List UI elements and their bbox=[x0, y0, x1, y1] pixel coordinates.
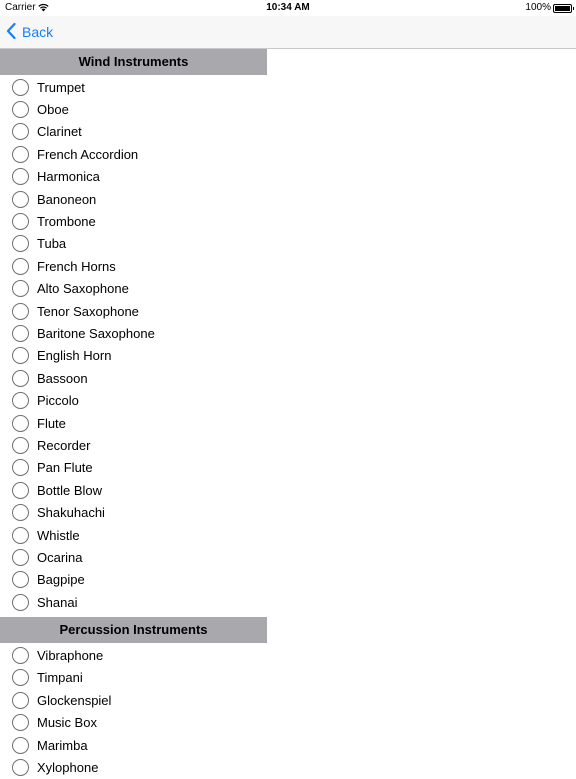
list-item-alto-saxophone[interactable] bbox=[0, 278, 267, 300]
list-item-bagpipe[interactable] bbox=[0, 569, 267, 591]
list-item-bassoon[interactable] bbox=[0, 367, 267, 389]
radio-button-icon[interactable] bbox=[12, 415, 29, 432]
item-label: Trombone bbox=[37, 214, 96, 230]
list-item-french-horns[interactable] bbox=[0, 255, 267, 277]
item-label: Alto Saxophone bbox=[37, 281, 129, 297]
list-item-recorder[interactable] bbox=[0, 434, 267, 456]
radio-button-icon[interactable] bbox=[12, 459, 29, 476]
list-item-pan-flute[interactable] bbox=[0, 457, 267, 479]
item-label: Whistle bbox=[37, 527, 80, 543]
list-item-french-accordion[interactable] bbox=[0, 143, 267, 165]
list-item-whistle[interactable] bbox=[0, 524, 267, 546]
item-label: French Accordion bbox=[37, 146, 139, 162]
status-bar bbox=[0, 0, 576, 16]
list-item-bottle-blow[interactable] bbox=[0, 479, 267, 501]
list-item-flute[interactable] bbox=[0, 412, 267, 434]
list-item-clarinet[interactable] bbox=[0, 121, 267, 143]
radio-button-icon[interactable] bbox=[12, 347, 29, 364]
item-label: Flute bbox=[37, 415, 66, 431]
navigation-bar bbox=[0, 16, 576, 49]
radio-button-icon[interactable] bbox=[12, 437, 29, 454]
radio-button-icon[interactable] bbox=[12, 213, 29, 230]
radio-button-icon[interactable] bbox=[12, 168, 29, 185]
radio-button-icon[interactable] bbox=[12, 325, 29, 342]
radio-button-icon[interactable] bbox=[12, 258, 29, 275]
radio-button-icon[interactable] bbox=[12, 482, 29, 499]
list-item-timpani[interactable] bbox=[0, 667, 267, 689]
item-label: Clarinet bbox=[37, 124, 82, 140]
radio-button-icon[interactable] bbox=[12, 235, 29, 252]
item-label: Baritone Saxophone bbox=[37, 325, 155, 341]
section-header-percussion: Percussion Instruments bbox=[0, 617, 267, 643]
radio-button-icon[interactable] bbox=[12, 191, 29, 208]
radio-button-icon[interactable] bbox=[12, 692, 29, 709]
carrier-label: Carrier bbox=[5, 2, 36, 13]
radio-button-icon[interactable] bbox=[12, 714, 29, 731]
radio-button-icon[interactable] bbox=[12, 527, 29, 544]
radio-button-icon[interactable] bbox=[12, 101, 29, 118]
item-label: Timpani bbox=[37, 670, 83, 686]
item-label: Banoneon bbox=[37, 191, 97, 207]
clock: 10:34 AM bbox=[266, 2, 310, 13]
list-item-banoneon[interactable] bbox=[0, 188, 267, 210]
radio-button-icon[interactable] bbox=[12, 571, 29, 588]
list-item-ocarina[interactable] bbox=[0, 546, 267, 568]
item-label: Glockenspiel bbox=[37, 692, 112, 708]
list-item-english-horn[interactable] bbox=[0, 345, 267, 367]
section-header-wind: Wind Instruments bbox=[0, 49, 267, 75]
instrument-list bbox=[0, 49, 267, 779]
list-item-trombone[interactable] bbox=[0, 210, 267, 232]
list-item-shakuhachi[interactable] bbox=[0, 501, 267, 523]
item-label: Tenor Saxophone bbox=[37, 303, 139, 319]
battery-percent: 100% bbox=[525, 2, 551, 13]
radio-button-icon[interactable] bbox=[12, 647, 29, 664]
list-item-tenor-saxophone[interactable] bbox=[0, 300, 267, 322]
radio-button-icon[interactable] bbox=[12, 737, 29, 754]
chevron-left-icon bbox=[6, 23, 22, 42]
item-label: French Horns bbox=[37, 258, 116, 274]
radio-button-icon[interactable] bbox=[12, 370, 29, 387]
item-label: Vibraphone bbox=[37, 648, 104, 664]
item-label: Harmonica bbox=[37, 169, 100, 185]
item-label: Shakuhachi bbox=[37, 505, 105, 521]
list-item-baritone-saxophone[interactable] bbox=[0, 322, 267, 344]
item-label: Tuba bbox=[37, 236, 67, 252]
item-label: Pan Flute bbox=[37, 460, 93, 476]
list-item-music-box[interactable] bbox=[0, 712, 267, 734]
battery-icon bbox=[553, 4, 572, 13]
item-label: Music Box bbox=[37, 715, 97, 731]
list-item-harmonica[interactable] bbox=[0, 166, 267, 188]
radio-button-icon[interactable] bbox=[12, 280, 29, 297]
item-label: Trumpet bbox=[37, 79, 85, 95]
list-item-oboe[interactable] bbox=[0, 98, 267, 120]
item-label: Bagpipe bbox=[37, 572, 85, 588]
item-label: Ocarina bbox=[37, 549, 83, 565]
radio-button-icon[interactable] bbox=[12, 123, 29, 140]
list-item-marimba[interactable] bbox=[0, 734, 267, 756]
list-item-shanai[interactable] bbox=[0, 591, 267, 613]
radio-button-icon[interactable] bbox=[12, 392, 29, 409]
radio-button-icon[interactable] bbox=[12, 146, 29, 163]
list-item-piccolo[interactable] bbox=[0, 389, 267, 411]
item-label: English Horn bbox=[37, 348, 112, 364]
radio-button-icon[interactable] bbox=[12, 669, 29, 686]
radio-button-icon[interactable] bbox=[12, 303, 29, 320]
radio-button-icon[interactable] bbox=[12, 504, 29, 521]
item-label: Oboe bbox=[37, 102, 69, 118]
radio-button-icon[interactable] bbox=[12, 79, 29, 96]
item-label: Bassoon bbox=[37, 370, 88, 386]
radio-button-icon[interactable] bbox=[12, 594, 29, 611]
list-item-tuba[interactable] bbox=[0, 233, 267, 255]
back-button[interactable] bbox=[6, 22, 53, 42]
back-label: Back bbox=[22, 24, 54, 40]
item-label: Bottle Blow bbox=[37, 482, 103, 498]
list-item-vibraphone[interactable] bbox=[0, 644, 267, 666]
item-label: Marimba bbox=[37, 737, 88, 753]
item-label: Shanai bbox=[37, 594, 78, 610]
list-item-glockenspiel[interactable] bbox=[0, 689, 267, 711]
list-item-trumpet[interactable] bbox=[0, 76, 267, 98]
item-label: Xylophone bbox=[37, 760, 99, 776]
item-label: Piccolo bbox=[37, 393, 79, 409]
radio-button-icon[interactable] bbox=[12, 549, 29, 566]
item-label: Recorder bbox=[37, 437, 91, 453]
